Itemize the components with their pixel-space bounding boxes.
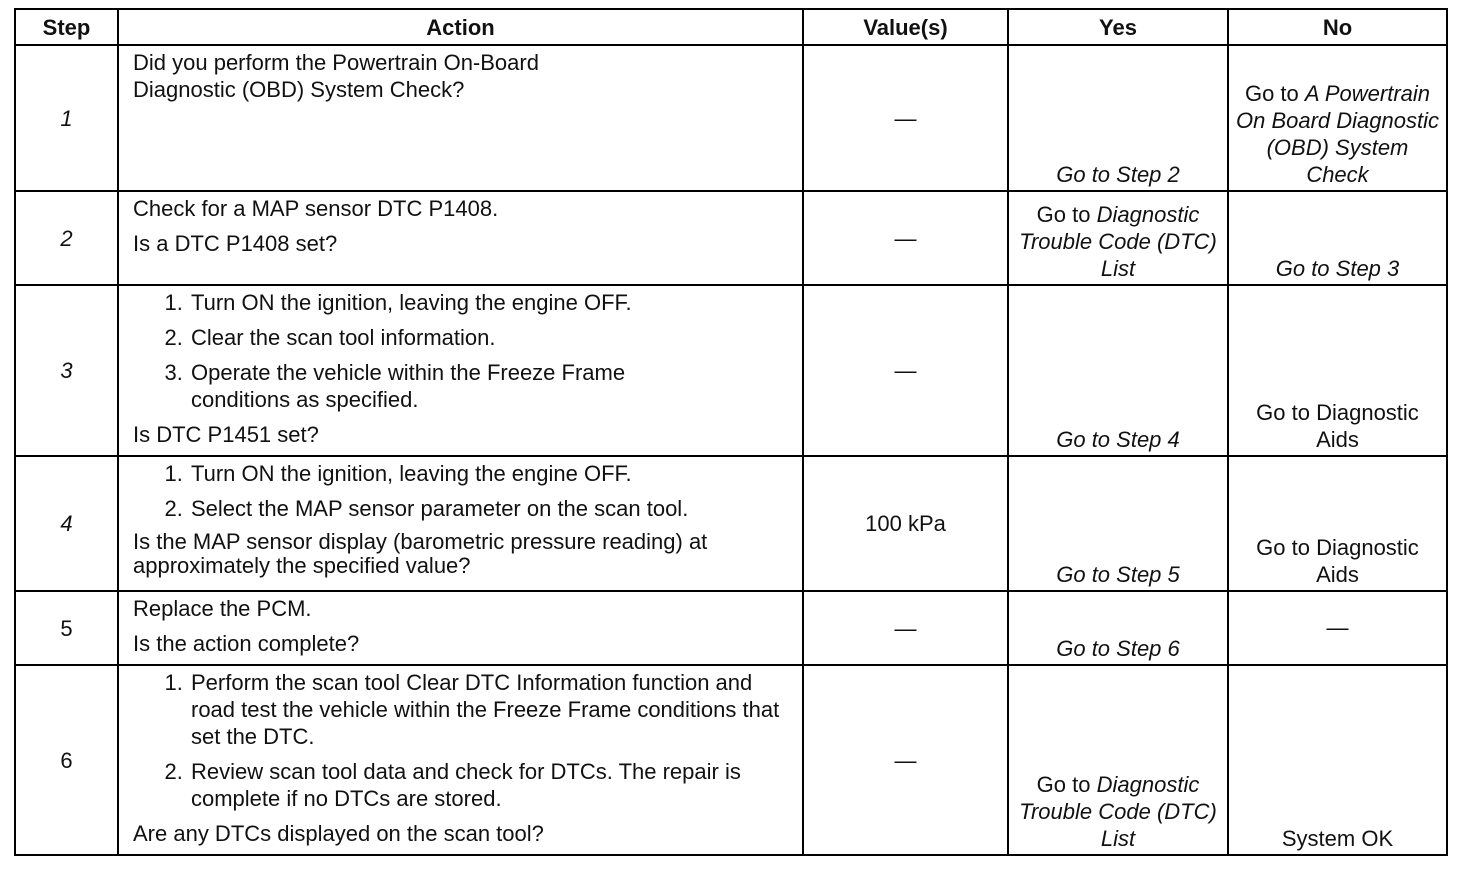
header-values: Value(s)	[803, 9, 1008, 45]
action-cell	[118, 591, 803, 665]
yes-cell	[1008, 45, 1228, 191]
table-row	[15, 191, 1447, 285]
list-item: 3. Operate the vehicle within the Freeze Frame conditions as specified.	[189, 359, 794, 413]
value-cell: 100 kPa	[803, 456, 1008, 591]
action-text: Check for a MAP sensor DTC P1408.	[133, 196, 499, 221]
yes-cell	[1008, 591, 1228, 665]
step-number: 5	[15, 591, 118, 665]
no-text[interactable]: Go to Diagnostic Aids	[1256, 535, 1419, 587]
no-cell	[1228, 285, 1447, 456]
action-question: Is DTC P1451 set?	[133, 422, 319, 447]
yes-cell	[1008, 191, 1228, 285]
yes-link[interactable]: Go to Step 4	[1056, 427, 1180, 452]
list-item: 2. Review scan tool data and check for DTCs. The repair is complete if no DTCs are stored.	[189, 758, 794, 812]
list-item: 1. Turn ON the ignition, leaving the engine OFF.	[189, 289, 794, 316]
yes-link[interactable]: Diagnostic Trouble Code (DTC) List	[1019, 202, 1217, 281]
step-number: 1	[15, 45, 118, 191]
yes-link[interactable]: Go to Step 2	[1056, 162, 1180, 187]
list-item: 1. Turn ON the ignition, leaving the engine OFF.	[189, 460, 794, 487]
header-action: Action	[118, 9, 803, 45]
value-cell: —	[803, 191, 1008, 285]
yes-link[interactable]: Go to Step 6	[1056, 636, 1180, 661]
yes-cell	[1008, 665, 1228, 855]
yes-cell	[1008, 456, 1228, 591]
value-cell: —	[803, 665, 1008, 855]
no-text: System OK	[1281, 826, 1394, 851]
action-text: Replace the PCM.	[133, 596, 312, 621]
list-item: 2. Clear the scan tool information.	[189, 324, 794, 351]
action-cell	[118, 665, 803, 855]
action-steps-list	[133, 669, 794, 812]
no-cell	[1228, 191, 1447, 285]
value-cell: —	[803, 285, 1008, 456]
value-cell: —	[803, 591, 1008, 665]
yes-prefix: Go to	[1036, 202, 1091, 227]
action-steps-list	[133, 460, 794, 522]
step-number: 6	[15, 665, 118, 855]
action-question: Are any DTCs displayed on the scan tool?	[133, 821, 544, 846]
action-question: Is a DTC P1408 set?	[133, 231, 338, 256]
table-row	[15, 665, 1447, 855]
no-prefix: Go to	[1244, 81, 1299, 106]
header-row	[15, 9, 1447, 45]
action-text: Did you perform the Powertrain On-Board	[133, 50, 539, 75]
action-question: Is the MAP sensor display (barometric pressure reading) at approximately the specified value?	[133, 529, 708, 578]
yes-link[interactable]: Go to Step 5	[1056, 562, 1180, 587]
yes-link[interactable]: Diagnostic Trouble Code (DTC) List	[1019, 772, 1217, 851]
table-row	[15, 45, 1447, 191]
no-text[interactable]: Go to Diagnostic Aids	[1256, 400, 1419, 452]
no-cell: —	[1228, 591, 1447, 665]
action-cell	[118, 191, 803, 285]
no-cell	[1228, 665, 1447, 855]
action-question: Is the action complete?	[133, 631, 360, 656]
action-cell	[118, 456, 803, 591]
header-yes: Yes	[1008, 9, 1228, 45]
header-step: Step	[15, 9, 118, 45]
step-number: 4	[15, 456, 118, 591]
yes-cell	[1008, 285, 1228, 456]
action-steps-list	[133, 289, 794, 413]
action-cell	[118, 45, 803, 191]
yes-prefix: Go to	[1036, 772, 1091, 797]
diagnostic-table	[14, 8, 1448, 856]
step-number: 2	[15, 191, 118, 285]
header-no: No	[1228, 9, 1447, 45]
no-link[interactable]: A Powertrain On Board Diagnostic (OBD) System Check	[1236, 81, 1439, 187]
list-item: 1. Perform the scan tool Clear DTC Information function and road test the vehicle within the Freeze Frame conditions that set the DTC.	[189, 669, 794, 750]
action-text: Diagnostic (OBD) System Check?	[133, 77, 465, 102]
step-number: 3	[15, 285, 118, 456]
no-cell	[1228, 456, 1447, 591]
action-cell	[118, 285, 803, 456]
value-cell: —	[803, 45, 1008, 191]
no-cell	[1228, 45, 1447, 191]
list-item: 2. Select the MAP sensor parameter on the scan tool.	[189, 495, 794, 522]
table-row	[15, 285, 1447, 456]
table-row	[15, 456, 1447, 591]
table-row	[15, 591, 1447, 665]
no-link[interactable]: Go to Step 3	[1275, 256, 1400, 281]
